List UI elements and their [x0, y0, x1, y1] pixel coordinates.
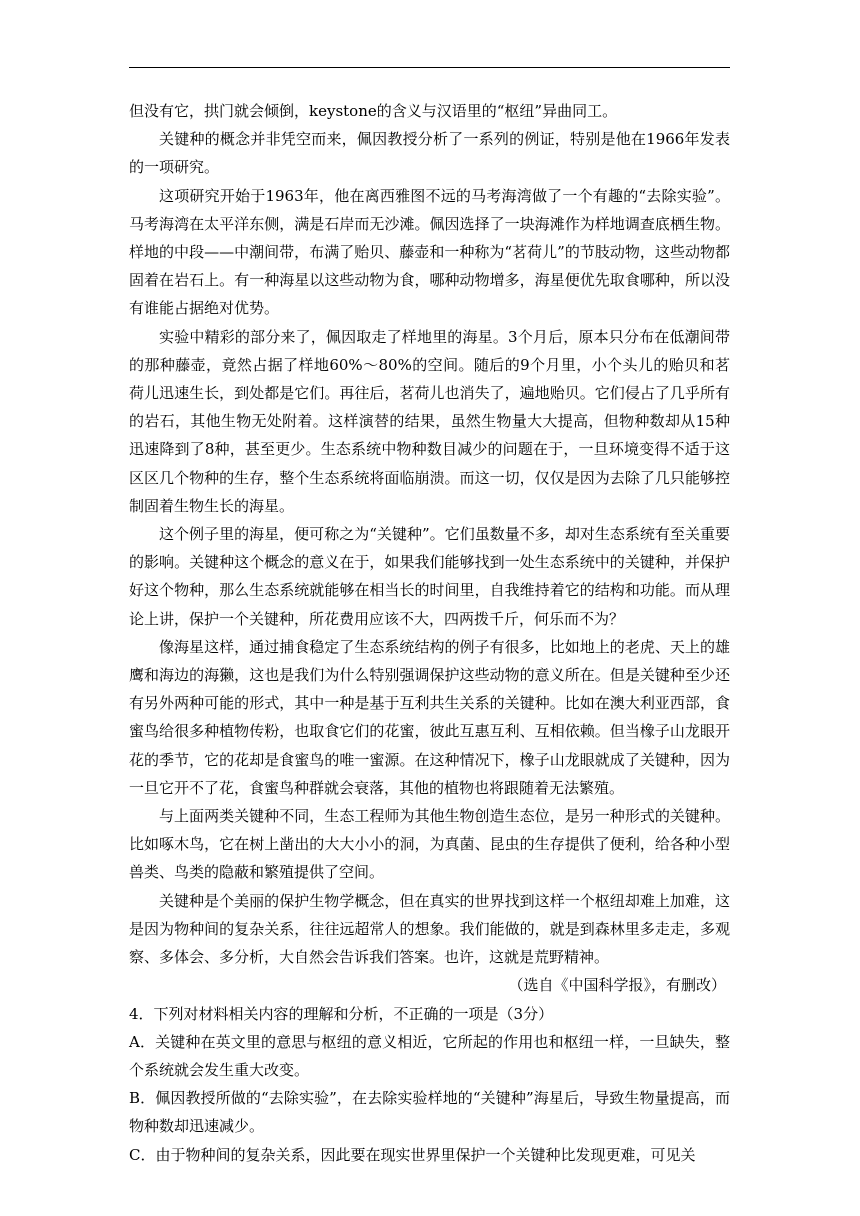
option-b: B．佩因教授所做的“去除实验”，在去除实验样地的“关键种”海星后，导致生物量提高，而物种数却迅速减少。 [129, 1089, 730, 1136]
paragraph-concept-origin: 关键种的概念并非凭空而来，佩因教授分析了一系列的例证，特别是他在1966年发表的一项研究。 [129, 130, 730, 177]
header-rule [129, 67, 730, 68]
option-c: C．由于物种间的复杂关系，因此要在现实世界里保护一个关键种比发现更难，可见关 [129, 1145, 696, 1164]
article-body [129, 97, 730, 1169]
paragraph-ecosystem-engineer: 与上面两类关键种不同，生态工程师为其他生物创造生态位，是另一种形式的关键种。比如啄木鸟，它在树上凿出的大大小小的洞，为真菌、昆虫的生存提供了便利，给各种小型兽类、鸟类的隐蔽和繁殖提供了空间。 [129, 807, 730, 882]
question-block [129, 1000, 730, 1169]
paragraph-removal-experiment: 这项研究开始于1963年，他在离西雅图不远的马考海湾做了一个有趣的“去除实验”。马考海湾在太平洋东侧，满是石岸而无沙滩。佩因选择了一块海滩作为样地调查底栖生物。样地的中段——中潮间带，布满了贻贝、藤壶和一种称为“茗荷儿”的节肢动物，这些动物都固着在岩石上。有一种海星以这些动物为食，哪种动物增多，海星便优先取食哪种，所以没有谁能占据绝对优势。 [129, 186, 730, 318]
option-a: A．关键种在英文里的意思与枢纽的意义相近，它所起的作用也和枢纽一样，一旦缺失，整个系统就会发生重大改变。 [129, 1032, 730, 1079]
paragraph-mutualism-keystone: 像海星这样，通过捕食稳定了生态系统结构的例子有很多，比如地上的老虎、天上的雄鹰和海边的海獭，这也是我们为什么特别强调保护这些动物的意义所在。但是关键种至少还有另外两种可能的形式，其中一种是基于互利共生关系的关键种。比如在澳大利亚西部，食蜜鸟给很多种植物传粉，也取食它们的花蜜，彼此互惠互利、互相依赖。但当橡子山龙眼开花的季节，它的花却是食蜜鸟的唯一蜜源。在这种情况下，橡子山龙眼就成了关键种，因为一旦它开不了花，食蜜鸟种群就会衰落，其他的植物也将跟随着无法繁殖。 [129, 637, 730, 797]
paragraph-keystone-definition: 这个例子里的海星，便可称之为“关键种”。它们虽数量不多，却对生态系统有至关重要的影响。关键种这个概念的意义在于，如果我们能够找到一处生态系统中的关键种，并保护好这个物种，那么生态系统就能够在相当长的时间里，自我维持着它的结构和功能。而从理论上讲，保护一个关键种，所花费用应该不大，四两拨千斤，何乐而不为？ [129, 525, 730, 628]
paragraph-experiment-results: 实验中精彩的部分来了，佩因取走了样地里的海星。3个月后，原本只分布在低潮间带的那种藤壶，竟然占据了样地60%～80%的空间。随后的9个月里，小个头儿的贻贝和茗荷儿迅速生长，到处都是它们。再往后，茗荷儿也消失了，遍地贻贝。它们侵占了几乎所有的岩石，其他生物无处附着。这样演替的结果，虽然生物量大大提高，但物种数却从15种迅速降到了8种，甚至更少。生态系统中物种数目减少的问题在于，一旦环境变得不适于这区区几个物种的生存，整个生态系统将面临崩溃。而这一切，仅仅是因为去除了几只能够控制固着生物生长的海星。 [129, 327, 730, 515]
question-stem: 4．下列对材料相关内容的理解和分析，不正确的一项是（3分） [129, 1004, 554, 1023]
paragraph-conclusion: 关键种是个美丽的保护生物学概念，但在真实的世界找到这样一个枢纽却难上加难，这是因为物种间的复杂关系，往往远超常人的想象。我们能做的，就是到森林里多走走，多观察、多体会、多分析，大自然会告诉我们答案。也许，这就是荒野精神。 [129, 891, 730, 967]
source-note: （选自《中国科学报》，有删改） [508, 976, 726, 995]
paragraph-continuation: 但没有它，拱门就会倾倒，keystone的含义与汉语里的“枢纽”异曲同工。 [129, 102, 618, 120]
